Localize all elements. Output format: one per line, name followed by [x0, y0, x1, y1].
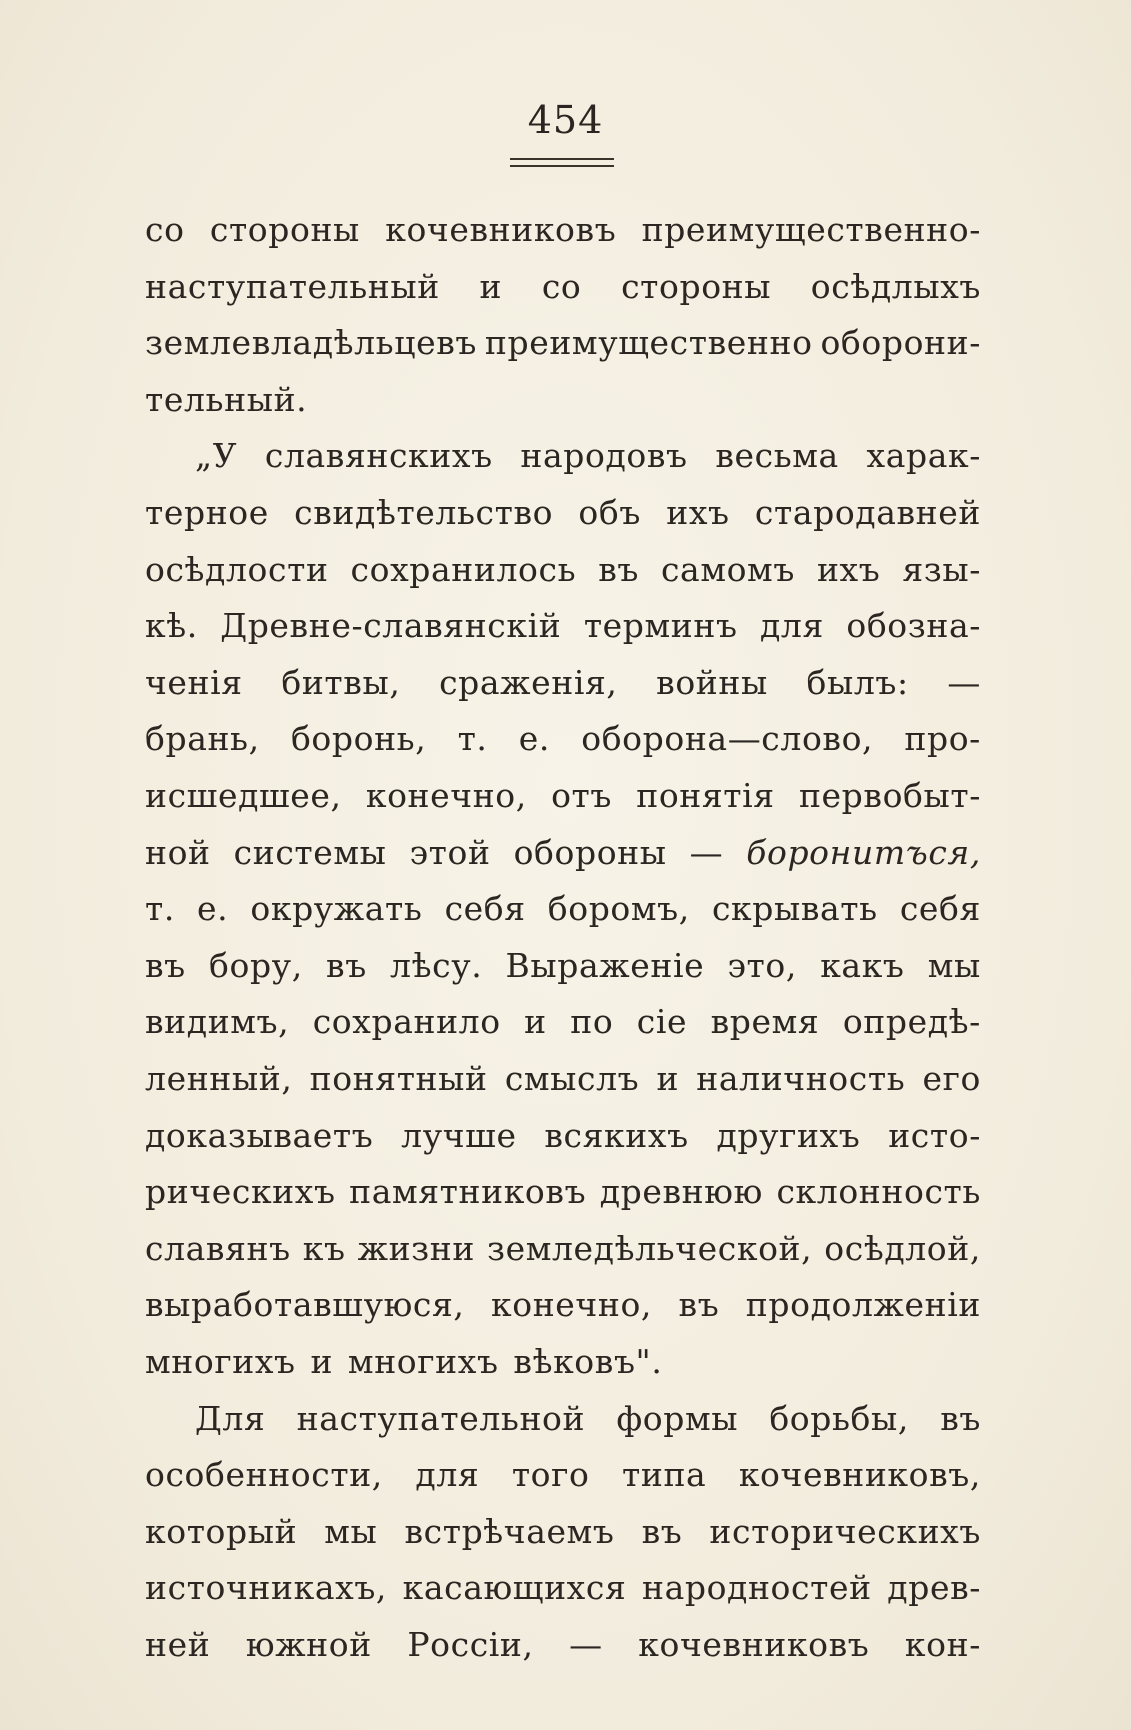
text-word: себя [444, 889, 526, 929]
text-word: оборона—слово, [581, 719, 874, 759]
text-word: это, [727, 945, 797, 985]
text-word: и [310, 1342, 334, 1381]
text-word: скрывать [711, 889, 878, 929]
text-word: — [947, 662, 981, 702]
text-word: опредѣ- [842, 1002, 981, 1042]
text-word: и [656, 1059, 680, 1098]
text-word: въ [598, 549, 639, 589]
text-word: кочевниковъ [638, 1625, 870, 1664]
text-word: сіе [636, 1002, 688, 1042]
text-word: рическихъ [145, 1172, 336, 1212]
text-word: вѣковъ". [513, 1342, 663, 1381]
text-word: боронь, [290, 719, 427, 759]
text-word: который [145, 1511, 298, 1551]
text-word: понятія [636, 776, 775, 815]
text-line [145, 257, 981, 317]
text-word: стороны [209, 210, 360, 249]
text-line [145, 1502, 981, 1562]
text-line [145, 1219, 981, 1279]
text-word: кон- [904, 1625, 981, 1664]
text-word: со [145, 210, 185, 249]
text-word: ченія [145, 662, 243, 702]
text-line [145, 483, 981, 543]
text-word: системы [233, 832, 387, 872]
text-word: въ [678, 1285, 720, 1325]
text-line [145, 370, 981, 430]
text-word: смыслъ [504, 1059, 640, 1098]
text-word: жизни [357, 1228, 475, 1268]
text-word: доказываетъ [145, 1115, 374, 1155]
text-word: со [541, 266, 582, 306]
text-word: ней [145, 1625, 211, 1664]
text-word: формы [616, 1398, 739, 1438]
text-word: — [689, 832, 724, 872]
text-line [145, 313, 981, 373]
text-word: южной [245, 1625, 372, 1664]
text-word: брань, [145, 719, 260, 759]
text-word: въ [145, 945, 186, 985]
text-line [145, 1275, 981, 1335]
text-word: этой [409, 832, 491, 872]
text-line [145, 596, 981, 656]
text-word: самомъ [660, 549, 795, 589]
text-word: Выраженіе [505, 945, 705, 985]
text-word: встрѣчаемъ [404, 1511, 615, 1551]
text-word: окружать [250, 889, 423, 929]
text-line [145, 200, 981, 260]
text-word: мы [324, 1511, 378, 1551]
text-word: въ [940, 1398, 981, 1438]
text-word: обороны [513, 832, 667, 872]
text-word: е. [518, 719, 550, 759]
text-word: лучше [401, 1115, 517, 1155]
text-word: кѣ. [145, 606, 198, 646]
text-word: лѣсу. [390, 945, 483, 985]
text-line [145, 1106, 981, 1166]
text-word: исто- [888, 1115, 981, 1155]
text-word: харак- [866, 436, 981, 476]
text-word: стороны [621, 266, 772, 306]
text-word: осѣдлости [145, 549, 329, 589]
text-word: „У [195, 436, 238, 476]
text-word: народностей [641, 1568, 872, 1608]
text-word: какъ [820, 945, 905, 985]
text-word: стародавней [754, 493, 981, 532]
text-word: битвы, [281, 662, 401, 702]
text-line [145, 823, 981, 883]
text-word: мы [927, 945, 981, 985]
text-word: многихъ [145, 1342, 296, 1381]
text-word: наступательный [145, 266, 440, 306]
text-word: сраженія, [439, 662, 618, 702]
text-word: первобыт- [798, 776, 981, 815]
text-word: древнюю [599, 1172, 763, 1212]
text-word: выработавшуюся, [145, 1285, 465, 1325]
text-word: осѣдлой, [824, 1228, 981, 1268]
text-word: терминъ [583, 606, 738, 646]
text-word: ленный, [145, 1059, 293, 1098]
text-word: конечно, [365, 776, 527, 815]
text-word: продолженіи [745, 1285, 981, 1325]
text-word: е. [197, 889, 229, 929]
text-word: источникахъ, [145, 1568, 388, 1608]
text-word: и [479, 266, 503, 306]
text-word: въ [641, 1511, 683, 1551]
text-word: касающихся [402, 1568, 627, 1608]
text-word: ихъ [666, 493, 730, 532]
text-line [145, 1558, 981, 1618]
text-word: про- [904, 719, 981, 759]
text-line [145, 992, 981, 1052]
text-word: того [511, 1455, 590, 1495]
text-word: славянъ [145, 1228, 291, 1268]
text-word: — [569, 1625, 603, 1664]
text-line [195, 426, 981, 486]
text-word: всякихъ [544, 1115, 689, 1155]
text-word: боромъ, [547, 889, 690, 929]
page-number-rule-bottom [510, 165, 614, 167]
text-line [145, 766, 981, 826]
page-number: 454 [527, 98, 604, 142]
text-word: по [570, 1002, 614, 1042]
text-word: терное [145, 493, 269, 532]
text-word: Россіи, [407, 1625, 534, 1664]
text-word: типа [622, 1455, 707, 1495]
text-line [145, 1445, 981, 1505]
text-word: кочевниковъ [385, 210, 617, 249]
text-word: въ [326, 945, 367, 985]
text-word: и [524, 1002, 547, 1042]
text-word: древ- [887, 1568, 981, 1608]
text-word: для [760, 606, 824, 646]
text-word: свидѣтельство [294, 493, 554, 532]
text-word: боронитъся, [746, 832, 981, 872]
text-word: Древне-славянскій [220, 606, 562, 646]
text-word: тельный. [145, 379, 308, 419]
text-word: язы- [902, 549, 981, 589]
text-word: многихъ [347, 1342, 499, 1381]
text-word: ихъ [816, 549, 881, 589]
page-number-rule-top [510, 158, 614, 160]
text-word: исшедшее, [145, 776, 342, 815]
text-word: памятниковъ [349, 1172, 587, 1212]
text-word: борьбы, [769, 1398, 909, 1438]
text-line [145, 879, 981, 939]
text-word: къ [302, 1228, 346, 1268]
text-word: наличность [696, 1059, 906, 1098]
text-word: осѣдлыхъ [810, 266, 981, 306]
text-word: историческихъ [709, 1511, 981, 1551]
text-line [145, 709, 981, 769]
text-line [145, 1615, 981, 1675]
text-word: конечно, [491, 1285, 653, 1325]
text-line [145, 1162, 981, 1222]
text-word: Для [195, 1398, 266, 1438]
text-word: другихъ [716, 1115, 861, 1155]
text-word: объ [578, 493, 641, 532]
text-word: особенности, [145, 1455, 383, 1495]
text-word: преимущественно [484, 323, 813, 363]
text-word: его [922, 1059, 981, 1098]
text-word: время [710, 1002, 820, 1042]
text-word: ной [145, 832, 211, 872]
text-line [195, 1389, 981, 1449]
text-word: т. [457, 719, 488, 759]
text-word: сохранило [312, 1002, 501, 1042]
text-word: обозна- [846, 606, 981, 646]
text-word: славянскихъ [264, 436, 493, 476]
text-line [145, 936, 981, 996]
text-word: былъ: [806, 662, 909, 702]
text-word: сохранилось [350, 549, 577, 589]
text-word: понятный [309, 1059, 488, 1098]
text-word: бору, [209, 945, 303, 985]
text-line [145, 653, 981, 713]
text-line [145, 540, 981, 600]
text-word: отъ [551, 776, 612, 815]
text-word: преимущественно- [641, 210, 981, 249]
text-word: себя [899, 889, 981, 929]
text-line [145, 1049, 981, 1109]
text-word: земледѣльческой, [486, 1228, 813, 1268]
text-word: народовъ [520, 436, 688, 476]
text-word: весьма [715, 436, 839, 476]
text-word: оборони- [820, 323, 981, 363]
text-word: видимъ, [145, 1002, 290, 1042]
text-word: т. [145, 889, 175, 929]
text-line [145, 1332, 981, 1392]
text-word: наступательной [296, 1398, 586, 1438]
text-word: для [415, 1455, 480, 1495]
text-word: кочевниковъ, [738, 1455, 981, 1495]
text-word: склонность [776, 1172, 981, 1212]
text-word: землевладѣльцевъ [145, 323, 477, 363]
text-word: войны [656, 662, 768, 702]
